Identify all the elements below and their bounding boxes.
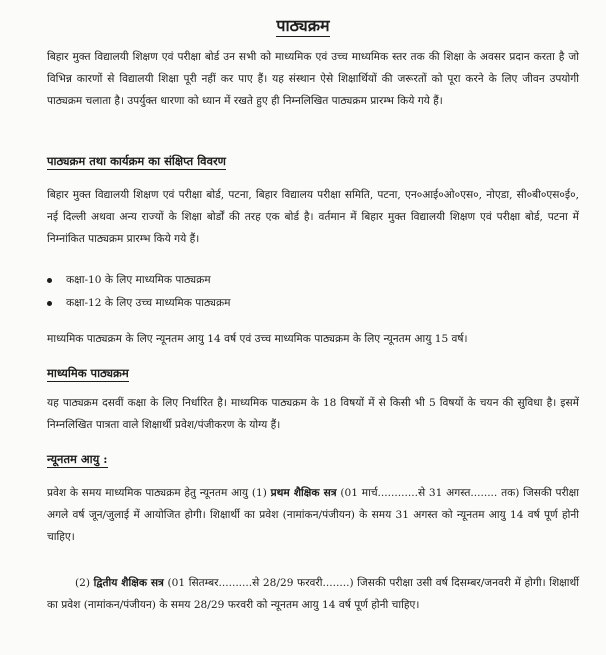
overview-paragraph: बिहार मुक्त विद्यालयी शिक्षण एवं परीक्षा बोर्ड, पटना, बिहार विद्यालय परीक्षा समिति, पटना, एन०आई०ओ०एस०, नोएडा, सी०बी०एस०ई०, नई दिल्ली अथवा अन्य राज्यों के शिक्षा बोर्डों की तरह एक बोर्ड है। वर्तमान में बिहार मुक्त विद्यालयी शिक्षण एवं परीक्षा बोर्ड, पटना में निम्नांकित पाठ्यक्रम प्रारम्भ किये गये हैं। — [47, 189, 579, 245]
page-title — [0, 14, 606, 36]
list-item — [47, 296, 230, 310]
section-heading-min-age-text: न्यूनतम आयु : — [47, 452, 108, 466]
secondary-paragraph: यह पाठ्यक्रम दसवीं कक्षा के लिए निर्धारित है। माध्यमिक पाठ्यक्रम के 18 विषयों में से किसी भी 5 विषयों के चयन की सुविधा है। इसमें निम्नलिखित पात्रता वाले शिक्षार्थी प्रवेश/पंजीकरण के योग्य हैं। — [47, 397, 579, 431]
list-item-text: कक्षा-12 के लिए उच्च माध्यमिक पाठ्यक्रम — [66, 297, 231, 309]
intro-paragraph: बिहार मुक्त विद्यालयी शिक्षण एवं परीक्षा बोर्ड उन सभी को माध्यमिक एवं उच्च माध्यमिक स्तर तक की शिक्षा के अवसर प्रदान करता है जो विभिन्न कारणों से विद्यालयी शिक्षा पूरी नहीं कर पाए हैं। यह संस्थान ऐसे शिक्षार्थियों की जरूरतों को पूरा करने के लिए जीवन उपयोगी पाठ्यक्रम चलाता है। उपर्युक्त धारणा को ध्यान में रखते हुए ही निम्नलिखित पाठ्यक्रम प्रारम्भ किये गये हैं। — [47, 51, 579, 107]
section-heading-overview — [47, 154, 226, 169]
list-item-text: कक्षा-10 के लिए माध्यमिक पाठ्यक्रम — [66, 274, 211, 286]
age-note: माध्यमिक पाठ्यक्रम के लिए न्यूनतम आयु 14 वर्ष एवं उच्च माध्यमिक पाठ्यक्रम के लिए न्यूनतम आयु 15 वर्ष। — [47, 333, 468, 345]
section-heading-overview-text: पाठ्यक्रम तथा कार्यक्रम का संक्षिप्त विवरण — [47, 154, 226, 168]
first-session-details: (01 मार्च............से 31 अगस्त........ तक) जिसकी परीक्षा अगले वर्ष जून/जुलाई में आयोजित होगी। शिक्षार्थी का प्रवेश (नामांकन/पंजीयन) के समय 31 अगस्त को न्यूनतम आयु 14 वर्ष पूर्ण होनी चाहिए। — [47, 487, 579, 543]
bullet-icon — [47, 278, 52, 283]
first-session-paragraph — [47, 482, 579, 548]
second-session-label: द्वितीय शैक्षिक सत्र — [93, 577, 164, 589]
list-item — [47, 273, 211, 287]
second-session-paragraph — [47, 572, 579, 616]
section-heading-secondary — [47, 366, 129, 381]
second-session-number: (2) — [75, 577, 94, 589]
first-session-intro: प्रवेश के समय माध्यमिक पाठ्यक्रम हेतु न्यूनतम आयु (1) — [47, 487, 271, 499]
first-session-label: प्रथम शैक्षिक सत्र — [270, 487, 337, 499]
section-heading-min-age — [47, 452, 108, 467]
page-title-text: पाठ्यक्रम — [276, 16, 330, 35]
bullet-icon — [47, 301, 52, 306]
second-session-details: (01 सितम्बर..........से 28/29 फरवरी........) जिसकी परीक्षा उसी वर्ष दिसम्बर/जनवरी में होगी। शिक्षार्थी का प्रवेश (नामांकन/पंजीयन) के समय 28/29 फरवरी को न्यूनतम आयु 14 वर्ष पूर्ण होनी चाहिए। — [47, 577, 580, 611]
section-heading-secondary-text: माध्यमिक पाठ्यक्रम — [47, 366, 129, 380]
